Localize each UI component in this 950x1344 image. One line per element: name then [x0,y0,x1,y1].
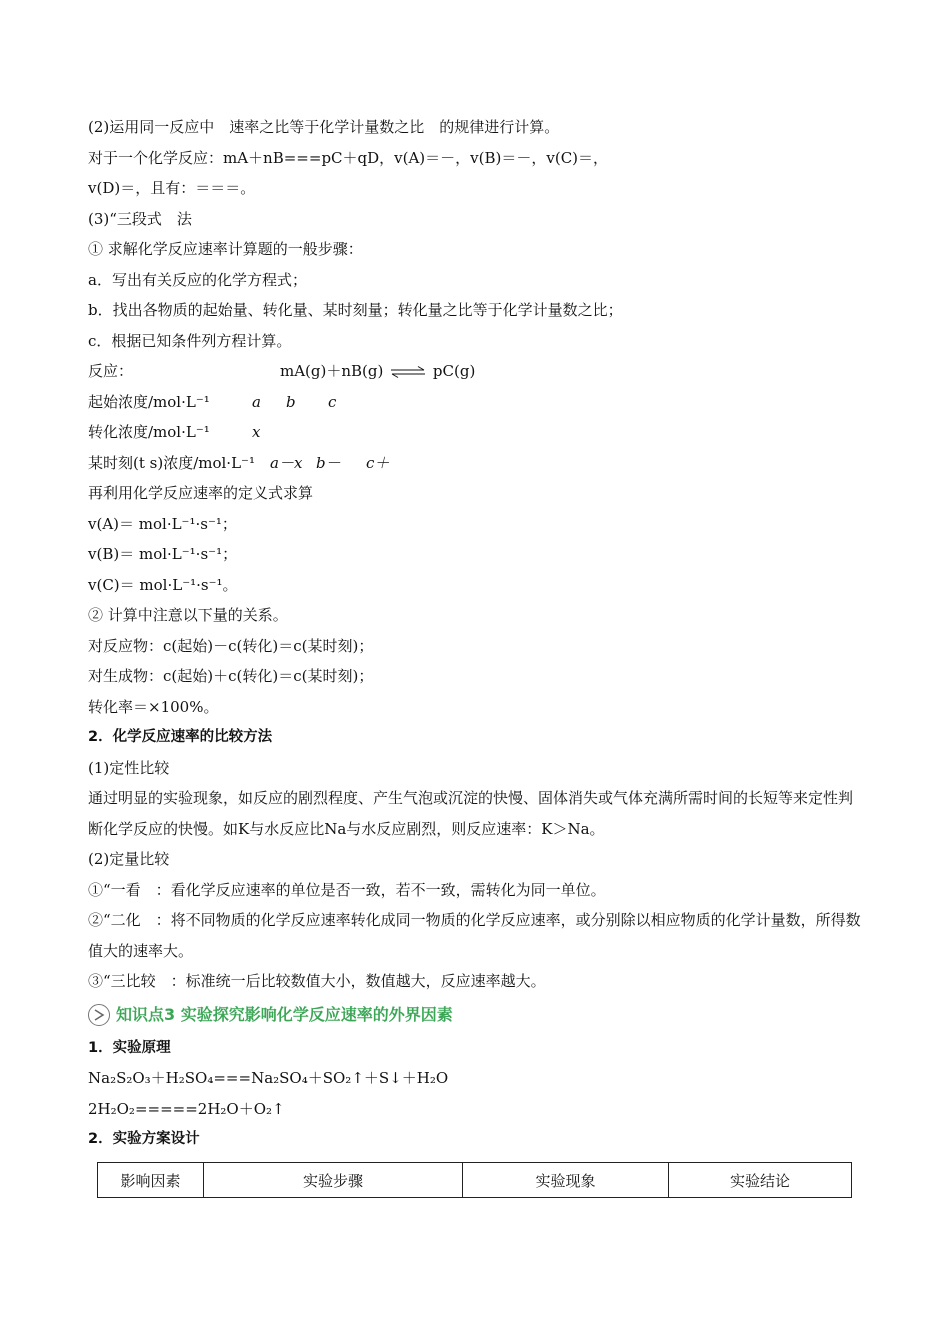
section-title: 1．实验原理 [88,1039,171,1056]
table-header-row [98,1163,852,1198]
equilibrium-arrow-icon [390,366,426,378]
section-title: 2．实验方案设计 [88,1131,200,1147]
equation-1: Na₂S₂O₃＋H₂SO₄===Na₂SO₄＋SO₂↑＋S↓＋H₂O [88,1069,449,1087]
initial-c: c [328,392,337,411]
text-line: ② 计算中注意以下量的关系。 [88,606,288,624]
moment-label: 某时刻(t s)浓度/mol·L⁻¹ [88,453,255,472]
text-line: v(D)＝，且有：＝＝＝。 [88,179,256,197]
text-line: ① 求解化学反应速率计算题的一般步骤： [88,240,363,258]
equation-2: 2H₂O₂=====2H₂O＋O₂↑ [88,1099,285,1118]
initial-a: a [252,392,261,411]
initial-b: b [286,392,296,411]
moment-c: c＋ [366,453,390,472]
moment-a: a－x [270,453,303,472]
text-line: (2)运用同一反应中 速率之比等于化学计量数之比 的规律进行计算。 [88,118,560,136]
text-line: 转化率＝×100%。 [88,697,219,716]
initial-label: 起始浓度/mol·L⁻¹ [88,392,210,411]
document-body [88,112,863,1155]
change-label: 转化浓度/mol·L⁻¹ [88,423,210,441]
reaction-equation [280,356,475,387]
reaction-label: 反应： [88,362,134,380]
change-conc-row [88,417,863,448]
reaction-right: pC(g) [432,362,476,380]
table-header-cell: 影响因素 [98,1163,204,1198]
text-line: v(A)＝ mol·L⁻¹·s⁻¹； [88,514,237,533]
text-line: v(B)＝ mol·L⁻¹·s⁻¹； [88,545,238,563]
text-line: (3)“三段式 法 [88,209,192,228]
text-line: ①“一看 ：看化学反应速率的单位是否一致，若不一致，需转化为同一单位。 [88,880,606,899]
reaction-left: mA(g)＋nB(g) [280,362,384,380]
text-line: v(C)＝ mol·L⁻¹·s⁻¹。 [88,575,238,594]
text-line: 对生成物：c(起始)＋c(转化)＝c(某时刻)； [88,667,374,685]
knowledge-heading [88,997,863,1033]
table-header-cell: 实验结论 [669,1163,852,1198]
reaction-row [88,356,863,387]
change-x: x [252,423,261,441]
table-header-cell: 实验步骤 [204,1163,463,1198]
knowledge-heading-text: 知识点3 实验探究影响化学反应速率的外界因素 [116,1004,453,1024]
text-line: ③“三比较 ：标准统一后比较数值大小，数值越大，反应速率越大。 [88,972,546,990]
subsection-title: (2)定量比较 [88,850,170,868]
section-title: 2．化学反应速率的比较方法 [88,729,273,745]
table-header-cell: 实验现象 [463,1163,669,1198]
moment-conc-row [88,448,863,479]
text-line: 对反应物：c(起始)－c(转化)＝c(某时刻)； [88,636,374,655]
play-circle-icon [88,1004,110,1026]
initial-conc-row [88,387,863,418]
text-line: 再利用化学反应速率的定义式求算 [88,484,314,502]
subsection-title: (1)定性比较 [88,758,170,777]
text-line: c．根据已知条件列方程计算。 [88,331,292,350]
text-line: b．找出各物质的起始量、转化量、某时刻量；转化量之比等于化学计量数之比； [88,301,623,319]
paragraph: ②“二化 ：将不同物质的化学反应速率转化成同一物质的化学反应速率，或分别除以相应物质的化学计量数，所得数值大的速率大。 [88,911,861,960]
text-line: 对于一个化学反应：mA＋nB===pC＋qD，v(A)＝－，v(B)＝－，v(C)＝， [88,148,609,167]
moment-b: b－ [316,453,341,472]
text-line: a．写出有关反应的化学方程式； [88,270,307,289]
experiment-design-table [97,1162,852,1198]
paragraph: 通过明显的实验现象，如反应的剧烈程度、产生气泡或沉淀的快慢、固体消失或气体充满所需时间的长短等来定性判断化学反应的快慢。如K与水反应比Na与水反应剧烈，则反应速率：K＞Na。 [88,789,854,838]
